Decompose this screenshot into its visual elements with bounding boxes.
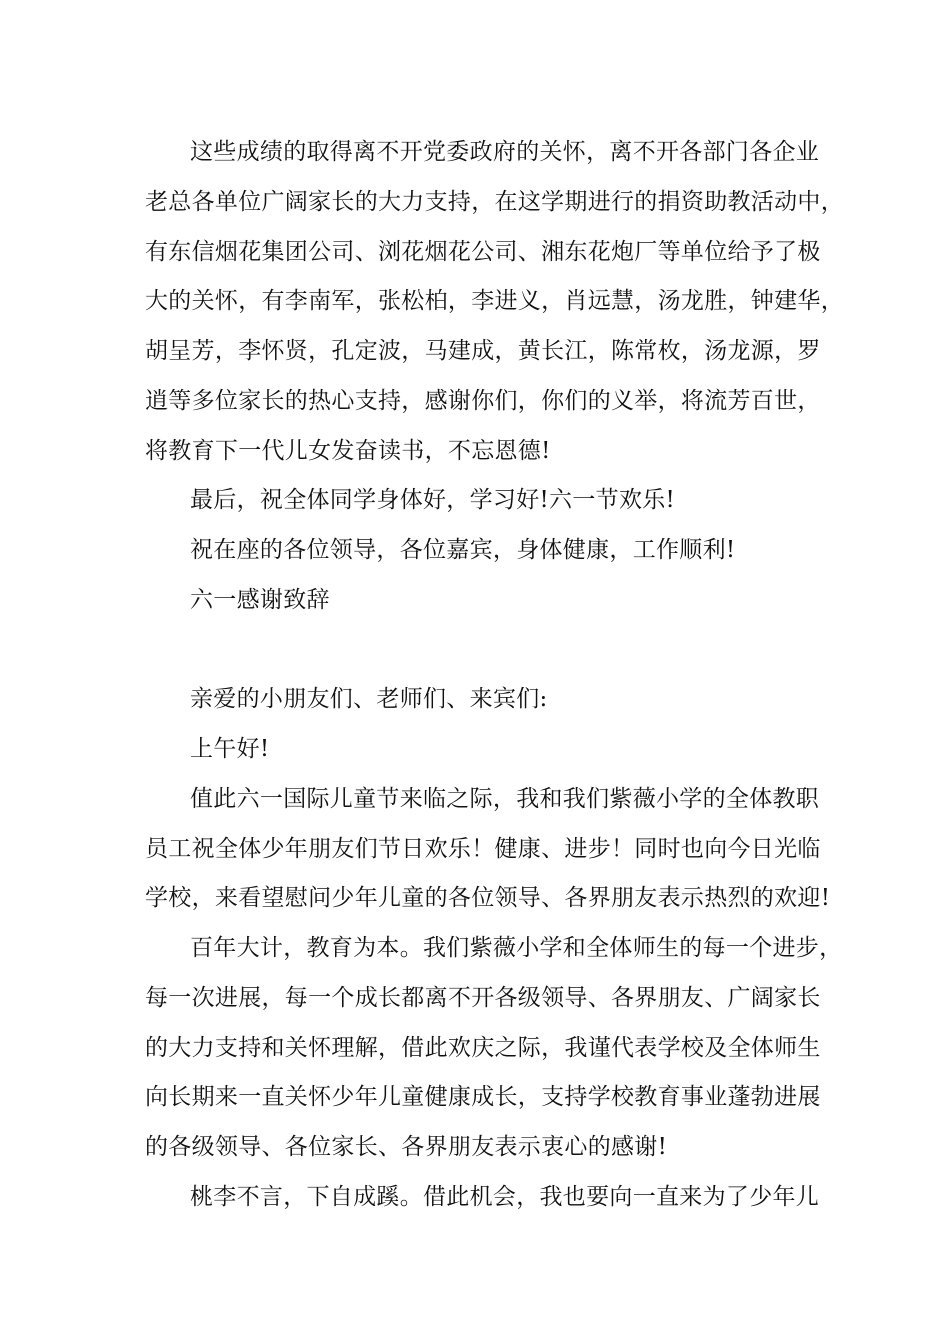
paragraph-line: 每一次进展，每一个成长都离不开各级领导、各界朋友、广阔家长 xyxy=(145,985,821,1011)
paragraph-line: 的大力支持和关怀理解，借此欢庆之际，我谨代表学校及全体师生 xyxy=(145,1035,821,1061)
paragraph-line: 大的关怀，有李南军，张松柏，李进义，肖远慧，汤龙胜，钟建华， xyxy=(145,288,844,314)
paragraph-line: 将教育下一代儿女发奋读书，不忘恩德! xyxy=(145,438,551,464)
paragraph-line: 员工祝全体少年朋友们节日欢乐！健康、进步！同时也向今日光临 xyxy=(145,836,821,862)
paragraph-line: 向长期来一直关怀少年儿童健康成长，支持学校教育事业蓬勃进展 xyxy=(145,1084,821,1110)
paragraph-line: 逍等多位家长的热心支持，感谢你们，你们的义举，将流芳百世， xyxy=(145,388,821,414)
paragraph-line: 有东信烟花集团公司、浏花烟花公司、湘东花炮厂等单位给予了极 xyxy=(145,239,821,265)
paragraph-line: 的各级领导、各位家长、各界朋友表示衷心的感谢! xyxy=(145,1134,668,1160)
section-title: 六一感谢致辞 xyxy=(190,587,330,613)
paragraph-line: 胡呈芳，李怀贤，孔定波，马建成，黄长江，陈常枚，汤龙源，罗 xyxy=(145,338,821,364)
paragraph-line: 值此六一国际儿童节来临之际，我和我们紫薇小学的全体教职 xyxy=(190,786,820,812)
salutation: 亲爱的小朋友们、老师们、来宾们: xyxy=(190,686,548,712)
greeting: 上午好! xyxy=(190,736,270,762)
paragraph-line: 最后，祝全体同学身体好，学习好!六一节欢乐! xyxy=(190,487,676,513)
paragraph-line: 学校，来看望慰问少年儿童的各位领导、各界朋友表示热烈的欢迎! xyxy=(145,885,831,911)
paragraph-line: 祝在座的各位领导，各位嘉宾，身体健康，工作顺利! xyxy=(190,537,736,563)
paragraph-line: 百年大计，教育为本。我们紫薇小学和全体师生的每一个进步， xyxy=(190,935,843,961)
paragraph-line: 这些成绩的取得离不开党委政府的关怀，离不开各部门各企业 xyxy=(190,139,820,165)
paragraph-line: 桃李不言，下自成蹊。借此机会，我也要向一直来为了少年儿 xyxy=(190,1184,820,1210)
paragraph-line: 老总各单位广阔家长的大力支持，在这学期进行的捐资助教活动中， xyxy=(145,189,844,215)
